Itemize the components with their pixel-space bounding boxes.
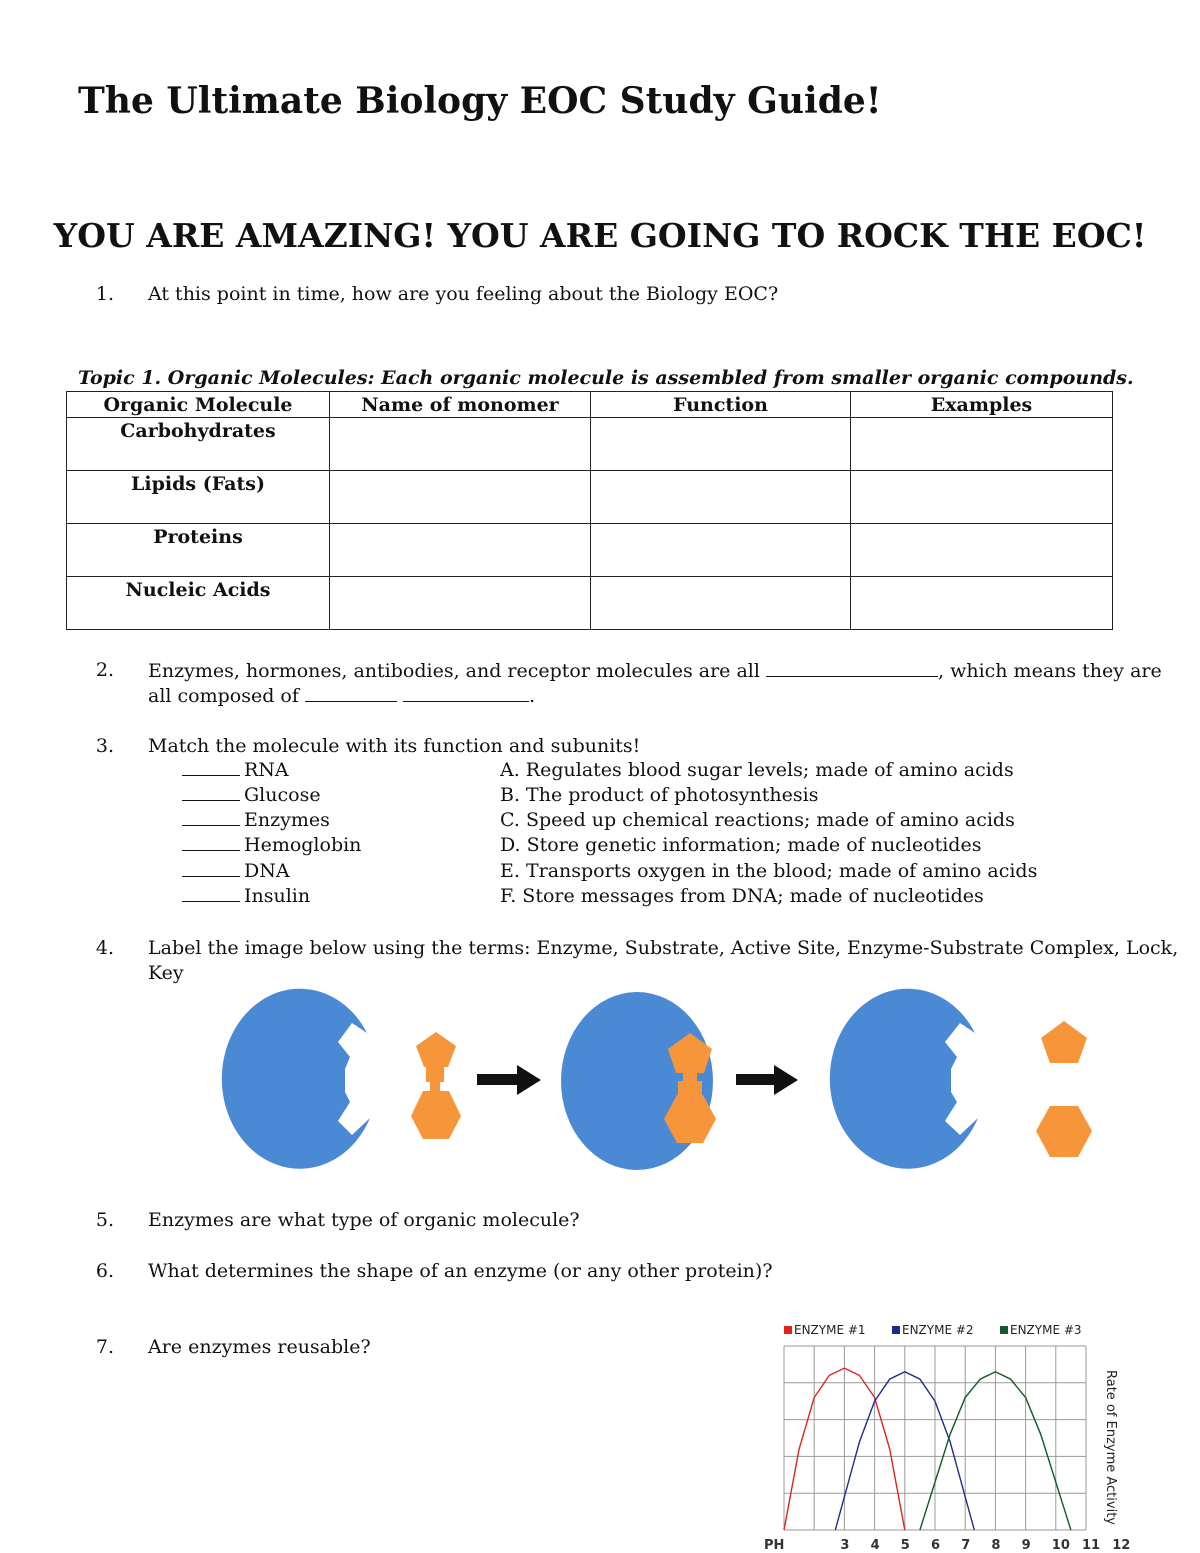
answer-cell[interactable] bbox=[851, 418, 1113, 471]
molecule-label: Glucose bbox=[244, 784, 321, 806]
answer-cell[interactable] bbox=[851, 577, 1113, 630]
match-item bbox=[182, 885, 310, 907]
tick-label: 8 bbox=[991, 1538, 1001, 1550]
arrow-icon bbox=[736, 1065, 798, 1095]
row-label: Carbohydrates bbox=[67, 418, 330, 471]
topic-1-heading: Topic 1. Organic Molecules: Each organic molecule is assembled from smaller organic compounds. bbox=[78, 367, 1134, 389]
answer-cell[interactable] bbox=[591, 471, 851, 524]
arrow-icon bbox=[477, 1065, 541, 1095]
question-text: Enzymes are what type of organic molecule? bbox=[148, 1209, 580, 1231]
match-item bbox=[182, 809, 330, 831]
function-option: E. Transports oxygen in the blood; made of amino acids bbox=[500, 860, 1038, 882]
answer-blank[interactable] bbox=[182, 885, 240, 902]
answer-cell[interactable] bbox=[330, 471, 591, 524]
legend-swatch bbox=[784, 1326, 792, 1334]
row-label: Proteins bbox=[67, 524, 330, 577]
product-pentagon bbox=[1041, 1021, 1087, 1063]
x-axis-label: PH bbox=[764, 1538, 785, 1550]
encouragement-banner: YOU ARE AMAZING! YOU ARE GOING TO ROCK THE EOC! bbox=[53, 216, 1147, 255]
match-item bbox=[182, 784, 321, 806]
tick-label: 9 bbox=[1021, 1538, 1031, 1550]
question-3 bbox=[78, 734, 1178, 760]
table-row bbox=[67, 577, 1113, 630]
substrate-connector bbox=[430, 1053, 440, 1093]
legend-label: ENZYME #2 bbox=[902, 1323, 974, 1337]
answer-cell[interactable] bbox=[591, 418, 851, 471]
question-text: Are enzymes reusable? bbox=[148, 1336, 371, 1358]
answer-blank[interactable] bbox=[403, 683, 529, 702]
tick-label: 7 bbox=[961, 1538, 971, 1550]
match-item bbox=[182, 860, 290, 882]
answer-blank[interactable] bbox=[182, 809, 240, 826]
question-7 bbox=[78, 1335, 678, 1361]
answer-blank[interactable] bbox=[182, 834, 240, 851]
tick-label: 3 bbox=[840, 1538, 850, 1550]
molecule-label: Hemoglobin bbox=[244, 834, 362, 856]
question-number: 4. bbox=[95, 937, 114, 959]
function-option: A. Regulates blood sugar levels; made of amino acids bbox=[500, 759, 1014, 781]
function-option: F. Store messages from DNA; made of nucleotides bbox=[500, 885, 984, 907]
table-row bbox=[67, 471, 1113, 524]
answer-blank[interactable] bbox=[182, 860, 240, 877]
legend-swatch bbox=[1000, 1326, 1008, 1334]
question-6 bbox=[78, 1259, 1178, 1285]
table-row bbox=[67, 418, 1113, 471]
answer-cell[interactable] bbox=[591, 524, 851, 577]
table-row bbox=[67, 524, 1113, 577]
question-text: all composed of bbox=[148, 685, 299, 707]
question-text: . bbox=[528, 685, 536, 707]
question-text: Label the image below using the terms: Enzyme, Substrate, Active Site, Enzyme-Substrate Complex, Lock, bbox=[148, 937, 1179, 959]
answer-cell[interactable] bbox=[851, 471, 1113, 524]
answer-blank[interactable] bbox=[182, 759, 240, 776]
substrate-hexagon bbox=[411, 1091, 461, 1139]
legend-label: ENZYME #3 bbox=[1010, 1323, 1082, 1337]
tick-label: 11 bbox=[1082, 1538, 1101, 1550]
chart-legend bbox=[784, 1323, 1082, 1337]
question-text: Match the molecule with its function and subunits! bbox=[148, 735, 641, 757]
row-label: Nucleic Acids bbox=[67, 577, 330, 630]
molecule-label: RNA bbox=[244, 759, 289, 781]
column-header: Name of monomer bbox=[330, 392, 591, 418]
answer-cell[interactable] bbox=[591, 577, 851, 630]
column-header: Function bbox=[591, 392, 851, 418]
question-number: 6. bbox=[95, 1260, 114, 1282]
page-title: The Ultimate Biology EOC Study Guide! bbox=[78, 80, 882, 122]
y-axis-label: Rate of Enzyme Activity bbox=[1103, 1370, 1118, 1525]
table-header-row bbox=[67, 392, 1113, 418]
function-option: B. The product of photosynthesis bbox=[500, 784, 819, 806]
tick-label: 10 bbox=[1051, 1538, 1070, 1550]
legend-swatch bbox=[892, 1326, 900, 1334]
question-text: What determines the shape of an enzyme (or any other protein)? bbox=[148, 1260, 773, 1282]
question-text: , which means they are bbox=[937, 660, 1162, 682]
molecule-label: Enzymes bbox=[244, 809, 330, 831]
enzyme-shape bbox=[830, 989, 978, 1169]
column-header: Examples bbox=[851, 392, 1113, 418]
question-number: 2. bbox=[95, 659, 114, 681]
question-text: At this point in time, how are you feeling about the Biology EOC? bbox=[148, 283, 779, 305]
question-number: 7. bbox=[95, 1336, 114, 1358]
enzyme-substrate-diagram bbox=[0, 985, 1200, 1185]
answer-blank[interactable] bbox=[182, 784, 240, 801]
question-text: Enzymes, hormones, antibodies, and receptor molecules are all bbox=[148, 660, 760, 682]
question-number: 5. bbox=[95, 1209, 114, 1231]
match-item bbox=[182, 834, 361, 856]
organic-molecules-table bbox=[66, 391, 1113, 630]
question-1 bbox=[78, 282, 1178, 308]
answer-cell[interactable] bbox=[330, 524, 591, 577]
tick-label: 12 bbox=[1112, 1538, 1131, 1550]
answer-cell[interactable] bbox=[330, 418, 591, 471]
chart-series bbox=[784, 1368, 1071, 1530]
product-hexagon bbox=[1036, 1106, 1092, 1157]
column-header: Organic Molecule bbox=[67, 392, 330, 418]
function-option: D. Store genetic information; made of nucleotides bbox=[500, 834, 982, 856]
function-option: C. Speed up chemical reactions; made of amino acids bbox=[500, 809, 1015, 831]
question-line bbox=[148, 683, 535, 709]
molecule-label: DNA bbox=[244, 860, 290, 882]
answer-cell[interactable] bbox=[851, 524, 1113, 577]
molecule-label: Insulin bbox=[244, 885, 311, 907]
question-text: Key bbox=[148, 962, 184, 984]
tick-label: 6 bbox=[931, 1538, 941, 1550]
question-line bbox=[148, 658, 1162, 684]
legend-label: ENZYME #1 bbox=[794, 1323, 866, 1337]
match-item bbox=[182, 759, 289, 781]
question-4 bbox=[78, 936, 1178, 988]
question-5 bbox=[78, 1208, 1178, 1234]
question-number: 3. bbox=[95, 735, 114, 757]
answer-cell[interactable] bbox=[330, 577, 591, 630]
chart-grid bbox=[784, 1346, 1086, 1530]
enzyme-activity-chart bbox=[760, 1318, 1140, 1550]
question-2 bbox=[78, 658, 1178, 710]
enzyme-shape bbox=[222, 989, 370, 1169]
answer-blank[interactable] bbox=[766, 658, 938, 677]
question-number: 1. bbox=[95, 283, 114, 305]
tick-label: 5 bbox=[900, 1538, 910, 1550]
x-axis-ticks bbox=[764, 1538, 1130, 1550]
substrate-connector bbox=[678, 1081, 702, 1097]
answer-blank[interactable] bbox=[305, 683, 397, 702]
tick-label: 4 bbox=[870, 1538, 880, 1550]
row-label: Lipids (Fats) bbox=[67, 471, 330, 524]
